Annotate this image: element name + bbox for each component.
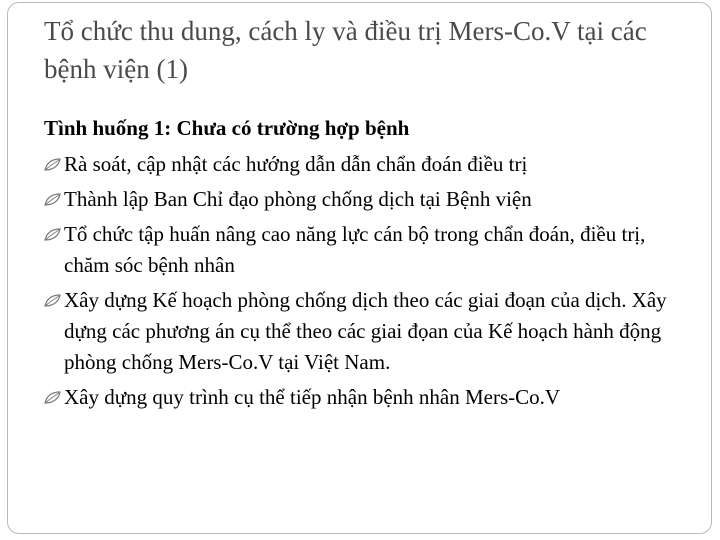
leaf-bullet-icon — [44, 193, 61, 206]
bullet-item — [44, 184, 684, 215]
subheading: Tình huống 1: Chưa có trường hợp bệnh — [44, 116, 410, 140]
bullet-item — [44, 382, 684, 413]
bullet-text: Tổ chức tập huấn nâng cao năng lực cán bộ trong chẩn đoán, điều trị, chăm sóc bệnh nhân — [64, 222, 646, 277]
leaf-bullet-icon — [44, 158, 61, 171]
slide-title: Tổ chức thu dung, cách ly và điều trị Mers-Co.V tại các bệnh viện (1) — [44, 16, 647, 84]
bullet-text: Thành lập Ban Chỉ đạo phòng chống dịch tại Bệnh viện — [64, 187, 532, 211]
bullet-list — [44, 149, 684, 413]
bullet-item — [44, 149, 684, 180]
leaf-bullet-icon — [44, 391, 61, 404]
bullet-item — [44, 285, 684, 378]
bullet-text: Xây dựng Kế hoạch phòng chống dịch theo các giai đoạn của dịch. Xây dựng các phương án cụ thể theo các giai đọan của Kế hoạch hành động phòng chống Mers-Co.V tại Việt Nam. — [64, 288, 667, 374]
leaf-bullet-icon — [44, 228, 61, 241]
bullet-text: Xây dựng quy trình cụ thể tiếp nhận bệnh nhân Mers-Co.V — [64, 385, 561, 409]
bullet-text: Rà soát, cập nhật các hướng dẫn dẫn chẩn đoán điều trị — [64, 152, 528, 176]
slide-content — [44, 113, 684, 417]
leaf-bullet-icon — [44, 294, 61, 307]
bullet-item — [44, 219, 684, 281]
